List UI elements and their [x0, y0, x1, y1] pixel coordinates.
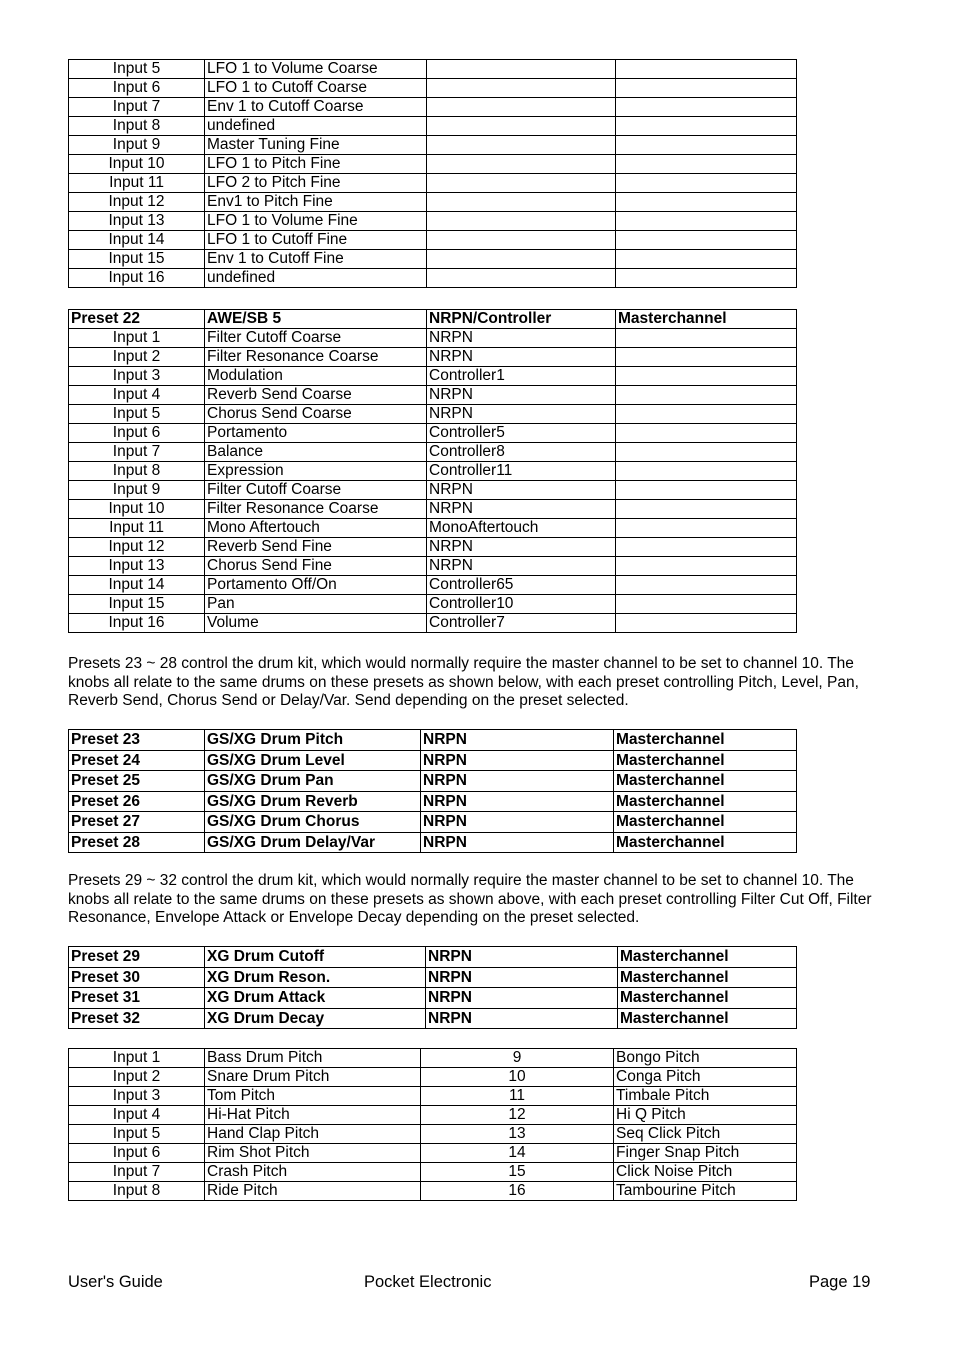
table-cell: Controller10 — [427, 595, 616, 614]
table-cell: Input 5 — [69, 405, 205, 424]
table-cell — [616, 60, 797, 79]
table-cell — [427, 79, 616, 98]
table-cell: NRPN — [427, 538, 616, 557]
table-cell: Modulation — [205, 367, 427, 386]
table-cell — [616, 174, 797, 193]
table-cell: Rim Shot Pitch — [205, 1144, 421, 1163]
table-cell: GS/XG Drum Delay/Var — [205, 832, 421, 853]
table-cell: Masterchannel — [618, 1008, 797, 1029]
table-cell: Input 15 — [69, 250, 205, 269]
table-cell — [616, 193, 797, 212]
table-cell: Controller7 — [427, 614, 616, 633]
table-presets-29-32 — [68, 946, 797, 1029]
paragraph-presets-23-28: Presets 23 ~ 28 control the drum kit, which would normally require the master channel to be set to channel 10. The knobs all relate to the same drums on these presets as shown below, with each preset controlling Pitch, Level, Pan, Reverb Send, Chorus Send or Delay/Var. Send depending on the preset selected. — [68, 655, 859, 709]
table-cell: Input 15 — [69, 595, 205, 614]
table-cell — [616, 212, 797, 231]
table-row — [69, 967, 797, 988]
table-cell: 9 — [421, 1049, 614, 1068]
table-cell: 13 — [421, 1125, 614, 1144]
table-cell: Input 16 — [69, 614, 205, 633]
table-cell: NRPN — [427, 481, 616, 500]
table-cell: NRPN — [426, 967, 618, 988]
table-cell — [616, 519, 797, 538]
table-cell: Hand Clap Pitch — [205, 1125, 421, 1144]
table-cell: Input 10 — [69, 500, 205, 519]
footer-page-number: Page 19 — [809, 1273, 871, 1291]
table-cell — [427, 212, 616, 231]
table-cell: Input 7 — [69, 98, 205, 117]
table-cell: Bongo Pitch — [614, 1049, 797, 1068]
footer-left: User's Guide — [68, 1273, 163, 1291]
table-row — [69, 1049, 797, 1068]
table-row — [69, 832, 797, 853]
table-cell — [427, 193, 616, 212]
table-cell: Tom Pitch — [205, 1087, 421, 1106]
table-row — [69, 155, 797, 174]
table-row — [69, 1144, 797, 1163]
table-cell: Hi Q Pitch — [614, 1106, 797, 1125]
table-row — [69, 947, 797, 968]
table-cell: Masterchannel — [618, 947, 797, 968]
table-cell — [427, 250, 616, 269]
table-cell: GS/XG Drum Level — [205, 750, 421, 771]
table-cell: 14 — [421, 1144, 614, 1163]
table-row — [69, 174, 797, 193]
table-cell: Input 8 — [69, 117, 205, 136]
table-cell: Filter Cutoff Coarse — [205, 329, 427, 348]
table-cell: Controller1 — [427, 367, 616, 386]
table-cell: Input 2 — [69, 1068, 205, 1087]
table-cell: Masterchannel — [614, 812, 797, 833]
table-cell: Env 1 to Cutoff Coarse — [205, 98, 427, 117]
header-cell: NRPN/Controller — [427, 310, 616, 329]
table-cell: Bass Drum Pitch — [205, 1049, 421, 1068]
table-cell — [616, 79, 797, 98]
table-cell: Input 12 — [69, 193, 205, 212]
table-row — [69, 481, 797, 500]
table-cell: Click Noise Pitch — [614, 1163, 797, 1182]
table-cell: NRPN — [426, 988, 618, 1009]
table-cell: Filter Cutoff Coarse — [205, 481, 427, 500]
table-row — [69, 614, 797, 633]
table-cell: Input 9 — [69, 481, 205, 500]
table-cell: Preset 29 — [69, 947, 205, 968]
table-cell: Controller8 — [427, 443, 616, 462]
table-cell: Filter Resonance Coarse — [205, 348, 427, 367]
table-cell: Input 14 — [69, 576, 205, 595]
table-cell: Master Tuning Fine — [205, 136, 427, 155]
table-cell: Input 12 — [69, 538, 205, 557]
table-header-row — [69, 310, 797, 329]
table-cell — [616, 117, 797, 136]
table-cell: LFO 2 to Pitch Fine — [205, 174, 427, 193]
table-cell: Balance — [205, 443, 427, 462]
table-input-assignments-continued — [68, 59, 797, 288]
table-cell: Input 2 — [69, 348, 205, 367]
table-cell: Portamento Off/On — [205, 576, 427, 595]
table-cell: NRPN — [421, 832, 614, 853]
table-cell: Input 4 — [69, 1106, 205, 1125]
table-cell — [616, 595, 797, 614]
table-cell: NRPN — [426, 1008, 618, 1029]
table-cell: Input 13 — [69, 557, 205, 576]
table-cell: Reverb Send Fine — [205, 538, 427, 557]
table-cell: MonoAftertouch — [427, 519, 616, 538]
table-cell: Chorus Send Fine — [205, 557, 427, 576]
table-cell — [616, 231, 797, 250]
table-row — [69, 557, 797, 576]
table-cell: Controller11 — [427, 462, 616, 481]
table-cell: Input 10 — [69, 155, 205, 174]
table-cell: NRPN — [427, 557, 616, 576]
table-cell: NRPN — [421, 730, 614, 751]
table-cell: LFO 1 to Volume Coarse — [205, 60, 427, 79]
table-row — [69, 812, 797, 833]
table-cell — [616, 348, 797, 367]
table-row — [69, 367, 797, 386]
table-cell: XG Drum Decay — [205, 1008, 426, 1029]
table-cell: undefined — [205, 269, 427, 288]
table-row — [69, 136, 797, 155]
table-cell: NRPN — [421, 771, 614, 792]
table-cell: 11 — [421, 1087, 614, 1106]
table-cell: GS/XG Drum Pitch — [205, 730, 421, 751]
table-cell: NRPN — [421, 791, 614, 812]
table-cell: Input 6 — [69, 1144, 205, 1163]
paragraph-presets-29-32: Presets 29 ~ 32 control the drum kit, which would normally require the master channel to be set to channel 10. The knobs all relate to the same drums on these presets as shown above, with each preset controlling Filter Cut Off, Filter Resonance, Envelope Attack or Envelope Decay depending on the preset selected. — [68, 872, 872, 926]
table-cell: Masterchannel — [614, 730, 797, 751]
table-cell: Input 16 — [69, 269, 205, 288]
header-cell: Preset 22 — [69, 310, 205, 329]
table-row — [69, 771, 797, 792]
table-cell: undefined — [205, 117, 427, 136]
table-row — [69, 79, 797, 98]
table-row — [69, 462, 797, 481]
table-cell — [616, 98, 797, 117]
table-cell: Filter Resonance Coarse — [205, 500, 427, 519]
table-cell: Timbale Pitch — [614, 1087, 797, 1106]
table-cell: Input 1 — [69, 1049, 205, 1068]
table-cell: Ride Pitch — [205, 1182, 421, 1201]
table-cell: Preset 23 — [69, 730, 205, 751]
table-row — [69, 269, 797, 288]
table-row — [69, 988, 797, 1009]
table-cell: Preset 25 — [69, 771, 205, 792]
table-cell: LFO 1 to Cutoff Coarse — [205, 79, 427, 98]
table-cell: LFO 1 to Volume Fine — [205, 212, 427, 231]
header-cell: AWE/SB 5 — [205, 310, 427, 329]
table-cell: 15 — [421, 1163, 614, 1182]
table-row — [69, 595, 797, 614]
header-cell: Masterchannel — [616, 310, 797, 329]
table-cell: Masterchannel — [618, 967, 797, 988]
table-cell: GS/XG Drum Chorus — [205, 812, 421, 833]
table-cell: Input 3 — [69, 1087, 205, 1106]
table-row — [69, 1182, 797, 1201]
table-cell: NRPN — [427, 500, 616, 519]
table-cell — [616, 386, 797, 405]
table-cell: Mono Aftertouch — [205, 519, 427, 538]
table-cell: Input 3 — [69, 367, 205, 386]
table-cell: Env 1 to Cutoff Fine — [205, 250, 427, 269]
table-cell — [427, 269, 616, 288]
table-cell: 12 — [421, 1106, 614, 1125]
table-cell: GS/XG Drum Pan — [205, 771, 421, 792]
table-cell: Env1 to Pitch Fine — [205, 193, 427, 212]
table-cell: Input 6 — [69, 424, 205, 443]
table-cell: XG Drum Cutoff — [205, 947, 426, 968]
table-cell: Masterchannel — [618, 988, 797, 1009]
table-presets-23-28 — [68, 729, 797, 853]
table-cell — [616, 329, 797, 348]
table-cell: Input 11 — [69, 519, 205, 538]
table-drum-inputs — [68, 1048, 797, 1201]
table-cell: Input 11 — [69, 174, 205, 193]
table-cell: Input 5 — [69, 60, 205, 79]
table-cell — [427, 98, 616, 117]
table-row — [69, 500, 797, 519]
table-cell — [616, 538, 797, 557]
table-cell: Input 6 — [69, 79, 205, 98]
table-cell: Finger Snap Pitch — [614, 1144, 797, 1163]
table-cell: Pan — [205, 595, 427, 614]
table-cell: GS/XG Drum Reverb — [205, 791, 421, 812]
table-cell — [616, 136, 797, 155]
table-cell: Crash Pitch — [205, 1163, 421, 1182]
table-cell: Tambourine Pitch — [614, 1182, 797, 1201]
table-cell — [616, 250, 797, 269]
table-cell: LFO 1 to Pitch Fine — [205, 155, 427, 174]
table-row — [69, 576, 797, 595]
table-row — [69, 117, 797, 136]
table-cell: Chorus Send Coarse — [205, 405, 427, 424]
table-cell: Volume — [205, 614, 427, 633]
table-cell — [616, 443, 797, 462]
table-cell — [616, 462, 797, 481]
table-cell — [616, 155, 797, 174]
table-cell: Input 5 — [69, 1125, 205, 1144]
table-cell — [427, 136, 616, 155]
table-row — [69, 1087, 797, 1106]
table-cell: NRPN — [427, 329, 616, 348]
table-cell: Masterchannel — [614, 791, 797, 812]
table-row — [69, 443, 797, 462]
table-row — [69, 424, 797, 443]
table-cell: XG Drum Reson. — [205, 967, 426, 988]
table-row — [69, 1068, 797, 1087]
table-cell: Masterchannel — [614, 771, 797, 792]
table-row — [69, 231, 797, 250]
table-cell: Input 9 — [69, 136, 205, 155]
table-cell — [616, 481, 797, 500]
footer-center: Pocket Electronic — [364, 1273, 492, 1291]
table-cell: NRPN — [427, 386, 616, 405]
table-cell: Preset 27 — [69, 812, 205, 833]
table-row — [69, 1008, 797, 1029]
table-cell — [616, 405, 797, 424]
table-cell — [427, 117, 616, 136]
table-cell — [616, 500, 797, 519]
table-cell: Input 8 — [69, 462, 205, 481]
table-cell: Conga Pitch — [614, 1068, 797, 1087]
table-cell: XG Drum Attack — [205, 988, 426, 1009]
table-cell: Input 7 — [69, 443, 205, 462]
table-cell — [616, 614, 797, 633]
table-row — [69, 250, 797, 269]
table-cell — [616, 576, 797, 595]
table-cell: Seq Click Pitch — [614, 1125, 797, 1144]
table-cell — [616, 557, 797, 576]
table-row — [69, 1106, 797, 1125]
table-cell — [427, 231, 616, 250]
table-cell: Reverb Send Coarse — [205, 386, 427, 405]
table-cell — [616, 269, 797, 288]
table-row — [69, 791, 797, 812]
table-row — [69, 519, 797, 538]
table-cell: Portamento — [205, 424, 427, 443]
table-row — [69, 386, 797, 405]
table-cell: Preset 26 — [69, 791, 205, 812]
table-cell: Input 4 — [69, 386, 205, 405]
table-cell: Hi-Hat Pitch — [205, 1106, 421, 1125]
table-row — [69, 98, 797, 117]
table-cell: Input 13 — [69, 212, 205, 231]
table-cell: Input 7 — [69, 1163, 205, 1182]
table-cell — [427, 155, 616, 174]
table-row — [69, 348, 797, 367]
table-cell: 16 — [421, 1182, 614, 1201]
table-row — [69, 1163, 797, 1182]
table-row — [69, 329, 797, 348]
table-cell: NRPN — [427, 405, 616, 424]
table-row — [69, 538, 797, 557]
table-cell: Snare Drum Pitch — [205, 1068, 421, 1087]
table-cell: NRPN — [421, 812, 614, 833]
table-cell: 10 — [421, 1068, 614, 1087]
table-cell: Masterchannel — [614, 832, 797, 853]
table-cell: Input 8 — [69, 1182, 205, 1201]
table-cell — [616, 424, 797, 443]
table-cell — [427, 174, 616, 193]
table-row — [69, 193, 797, 212]
table-cell: Input 1 — [69, 329, 205, 348]
table-row — [69, 405, 797, 424]
table-cell: LFO 1 to Cutoff Fine — [205, 231, 427, 250]
table-row — [69, 1125, 797, 1144]
table-cell: Controller5 — [427, 424, 616, 443]
table-row — [69, 730, 797, 751]
table-row — [69, 750, 797, 771]
table-cell: Preset 24 — [69, 750, 205, 771]
table-cell: Preset 32 — [69, 1008, 205, 1029]
table-cell: Masterchannel — [614, 750, 797, 771]
table-cell: Expression — [205, 462, 427, 481]
table-cell: Preset 30 — [69, 967, 205, 988]
table-cell: Preset 31 — [69, 988, 205, 1009]
table-cell: NRPN — [427, 348, 616, 367]
table-row — [69, 212, 797, 231]
table-cell: NRPN — [421, 750, 614, 771]
table-row — [69, 60, 797, 79]
table-cell: Preset 28 — [69, 832, 205, 853]
table-cell — [616, 367, 797, 386]
table-cell: NRPN — [426, 947, 618, 968]
table-cell: Input 14 — [69, 231, 205, 250]
table-cell — [427, 60, 616, 79]
table-preset-22 — [68, 309, 797, 633]
table-cell: Controller65 — [427, 576, 616, 595]
